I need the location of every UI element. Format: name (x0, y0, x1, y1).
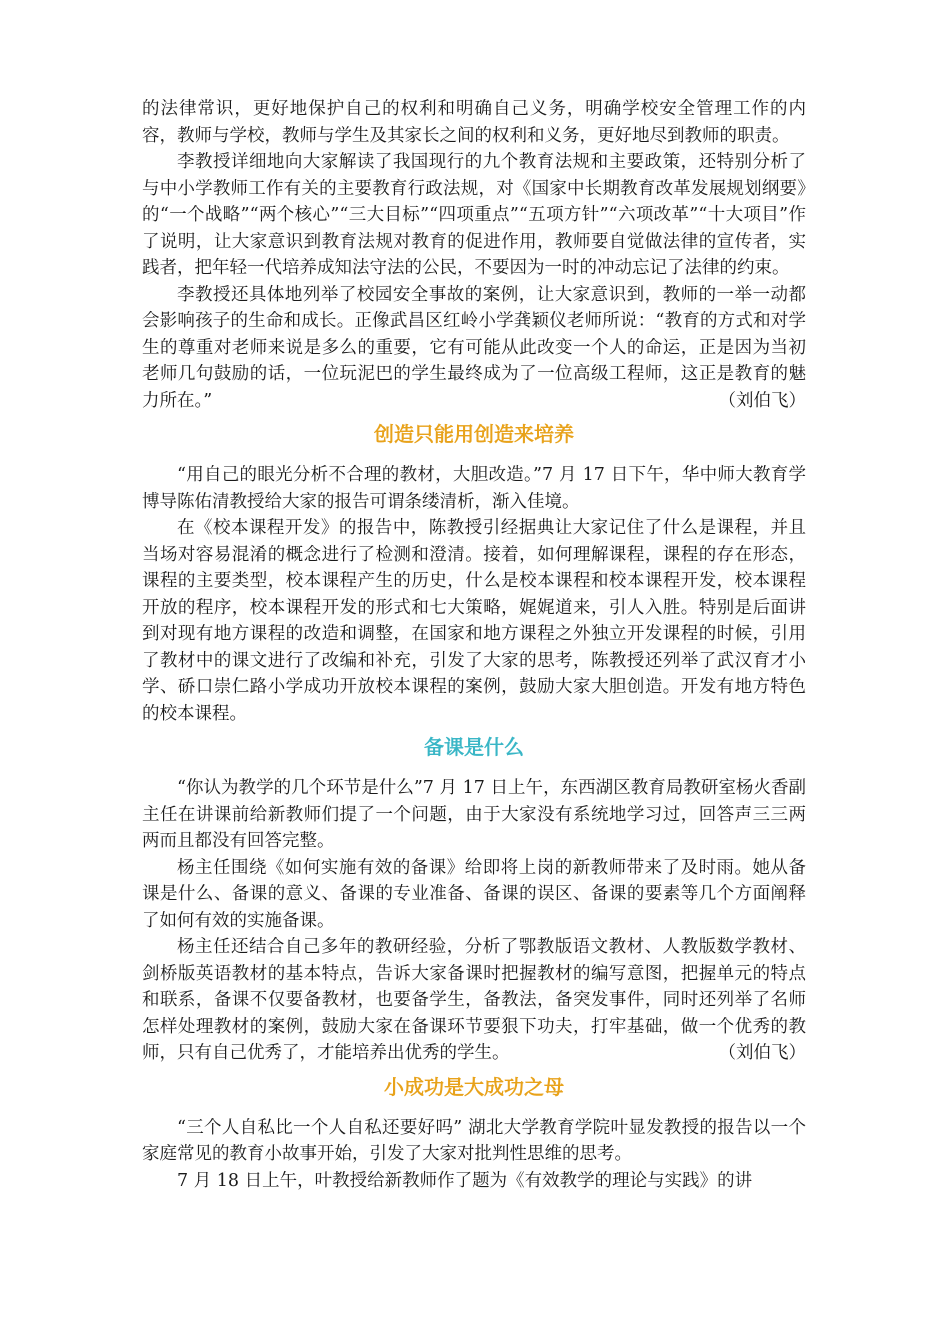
paragraph-with-byline (142, 282, 806, 415)
paragraph: 李教授详细地向大家解读了我国现行的九个教育法规和主要政策，还特别分析了与中小学教师工作有关的主要教育行政法规，对《国家中长期教育改革发展规划纲要》的“一个战略”“两个核心”“三大目标”“四项重点”“五项方针”“六项改革”“十大项目”作了说明，让大家意识到教育法规对教育的促进作用，教师要自觉做法律的宣传者，实践者，把年轻一代培养成知法守法的公民，不要因为一时的冲动忘记了法律的约束。 (142, 152, 806, 278)
paragraph-with-byline (142, 934, 806, 1067)
paragraph-text: 李教授还具体地列举了校园安全事故的案例，让大家意识到，教师的一举一动都会影响孩子的生命和成长。正像武昌区红岭小学龚颖仪老师所说：“教育的方式和对学生的尊重对老师来说是多么的重要，它有可能从此改变一个人的命运，正是因为当初老师几句鼓励的话，一位玩泥巴的学生最终成为了一位高级工程师，这正是教育的魅力所在。” (142, 284, 806, 411)
paragraph: “用自己的眼光分析不合理的教材，大胆改造。”7 月 17 日下午，华中师大教育学博导陈佑清教授给大家的报告可谓条缕清析，渐入佳境。 (142, 465, 806, 512)
byline: （刘伯飞） (718, 1043, 806, 1063)
paragraph: 杨主任围绕《如何实施有效的备课》给即将上岗的新教师带来了及时雨。她从备课是什么、备课的意义、备课的专业准备、备课的误区、备课的要素等几个方面阐释了如何有效的实施备课。 (142, 857, 806, 931)
paragraph: 7 月 18 日上午，叶教授给新教师作了题为《有效教学的理论与实践》的讲 (177, 1170, 753, 1191)
byline: （刘伯飞） (718, 390, 806, 411)
section-heading: 小成功是大成功之母 (384, 1074, 564, 1099)
section-heading: 备课是什么 (424, 735, 524, 759)
paragraph: 在《校本课程开发》的报告中，陈教授引经据典让大家记住了什么是课程，并且当场对容易混淆的概念进行了检测和澄清。接着，如何理解课程，课程的存在形态，课程的主要类型，校本课程产生的历史，什么是校本课程和校本课程开发，校本课程开放的程序，校本课程开发的形式和七大策略，娓娓道来，引人入胜。特别是后面讲到对现有地方课程的改造和调整，在国家和地方课程之外独立开发课程的时候，引用了教材中的课文进行了改编和补充，引发了大家的思考，陈教授还列举了武汉育才小学、硚口崇仁路小学成功开放校本课程的案例，鼓励大家大胆创造。开发有地方特色的校本课程。 (142, 518, 806, 724)
paragraph: 的法律常识，更好地保护自己的权利和明确自己义务，明确学校安全管理工作的内容，教师与学校，教师与学生及其家长之间的权利和义务，更好地尽到教师的职责。 (142, 99, 806, 146)
section-heading: 创造只能用创造来培养 (374, 422, 574, 446)
paragraph: “三个人自私比一个人自私还要好吗” 湖北大学教育学院叶显发教授的报告以一个家庭常见的教育小故事开始，引发了大家对批判性思维的思考。 (142, 1117, 806, 1164)
article-body (142, 96, 806, 1194)
paragraph: “你认为教学的几个环节是什么”7 月 17 日上午，东西湖区教育局教研室杨火香副主任在讲课前给新教师们提了一个问题，由于大家没有系统地学习过，回答声三三两两而且都没有回答完整。 (142, 778, 806, 851)
paragraph-text: 杨主任还结合自己多年的教研经验，分析了鄂教版语文教材、人教版数学教材、剑桥版英语教材的基本特点，告诉大家备课时把握教材的编写意图，把握单元的特点和联系，备课不仅要备教材，也要备学生，备教法，备突发事件，同时还列举了名师怎样处理教材的案例，鼓励大家在备课环节要狠下功夫，打牢基础，做一个优秀的教师，只有自己优秀了，才能培养出优秀的学生。 (142, 937, 806, 1063)
